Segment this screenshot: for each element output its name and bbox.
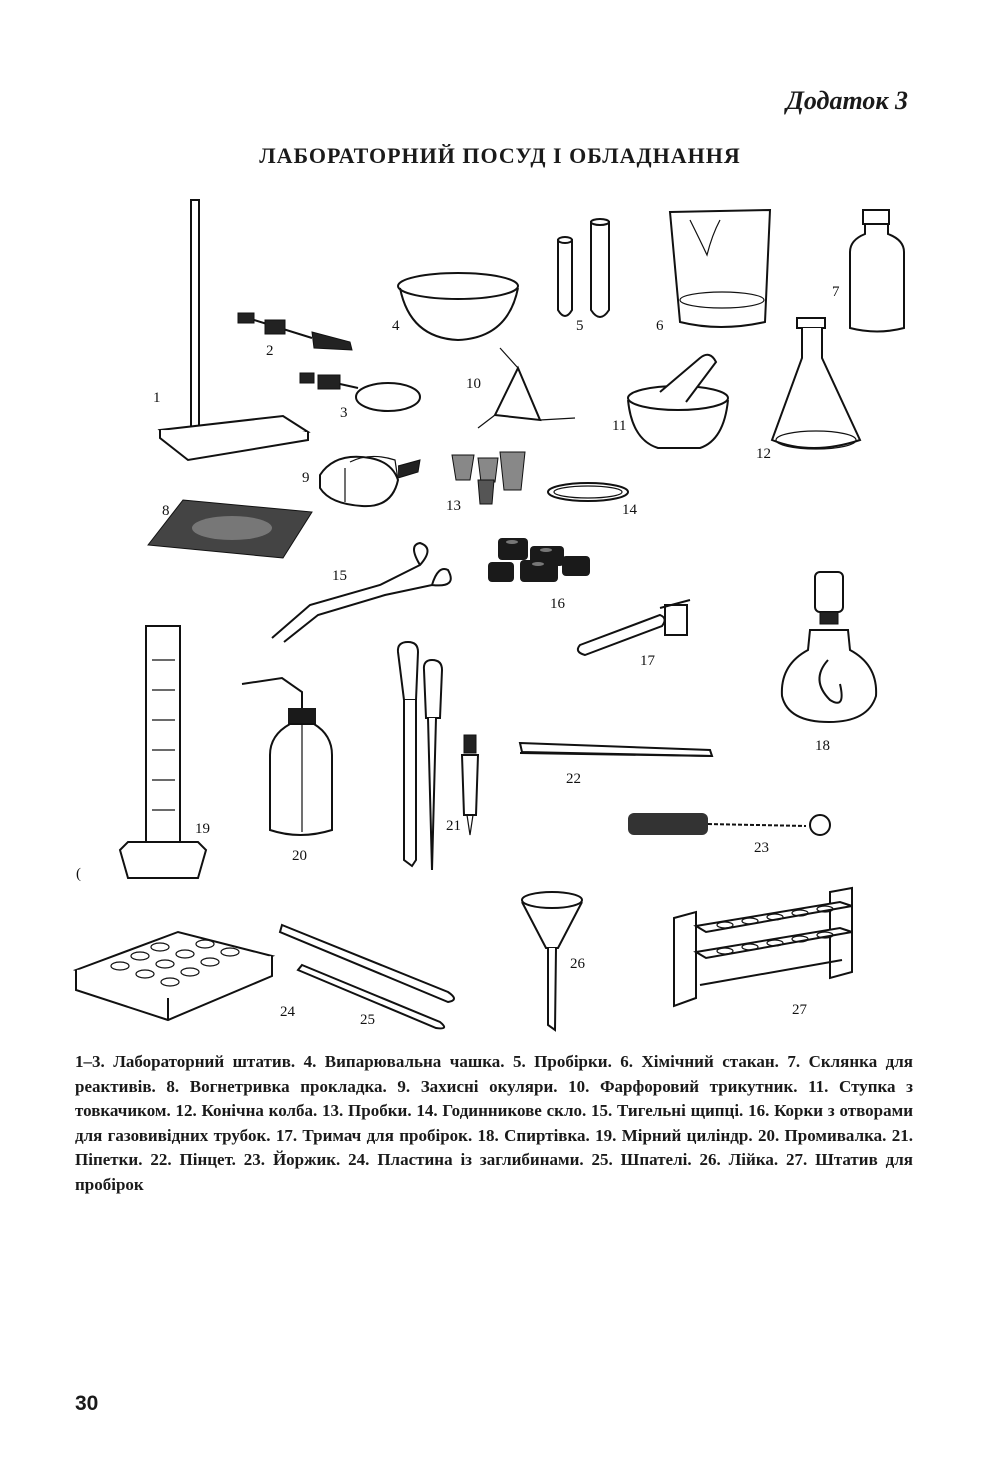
label-8: 8	[162, 503, 170, 519]
ring-clamp-3	[300, 373, 420, 411]
label-12: 12	[756, 446, 771, 462]
label-2: 2	[266, 343, 274, 359]
appendix-label: Додаток 3	[786, 86, 908, 115]
test-tube-brush	[628, 813, 830, 835]
watch-glass	[548, 483, 628, 501]
evaporating-dish	[398, 273, 518, 340]
clamp-2	[238, 313, 352, 350]
label-27: 27	[792, 1002, 807, 1018]
test-tubes	[558, 219, 609, 317]
beaker	[670, 210, 770, 327]
label-22: 22	[566, 771, 581, 787]
test-tube-rack	[674, 888, 852, 1006]
label-18: 18	[815, 738, 830, 754]
stray-mark: (	[76, 866, 81, 882]
label-16: 16	[550, 596, 565, 612]
stoppers	[452, 452, 525, 504]
label-4: 4	[392, 318, 400, 334]
pipettes	[398, 642, 478, 870]
wash-bottle	[242, 678, 332, 835]
label-17: 17	[640, 653, 655, 669]
tweezers	[520, 743, 712, 756]
reagent-bottle	[850, 210, 904, 332]
bored-corks	[488, 538, 590, 582]
label-25: 25	[360, 1012, 375, 1028]
label-19: 19	[195, 821, 210, 837]
label-10: 10	[466, 376, 481, 392]
label-24: 24	[280, 1004, 295, 1020]
label-5: 5	[576, 318, 584, 334]
test-tube-holder	[578, 600, 690, 655]
label-11: 11	[612, 418, 627, 434]
mortar-and-pestle	[628, 355, 728, 448]
label-23: 23	[754, 840, 769, 856]
safety-goggles	[320, 456, 420, 506]
wire-gauze	[148, 500, 312, 558]
label-6: 6	[656, 318, 664, 334]
pipe-clay-triangle	[478, 348, 575, 428]
label-7: 7	[832, 284, 840, 300]
label-15: 15	[332, 568, 347, 584]
figure-caption: 1–3. Лабораторний штатив. 4. Випарювальна чашка. 5. Пробірки. 6. Хімічний стакан. 7. Склянка для реактивів. 8. Вогнетривка прокладка. 9. Захисні окуляри. 10. Фарфоровий трикутник. 11. Ступка з товкачиком. 12. Конічна колба. 13. Пробки. 14. Годинникове скло. 15. Тигельні щипці. 16. Корки з отворами для газовивідних трубок. 17. Тримач для пробірок. 18. Спиртівка. 19. Мірний циліндр. 20. Промивалка. 21. Піпетки. 22. Пінцет. 23. Йоржик. 24. Пластина із заглибинами. 25. Шпателі. 26. Лійка. 27. Штатив для пробірок	[75, 1052, 913, 1194]
spirit-lamp	[782, 572, 876, 722]
label-26: 26	[570, 956, 585, 972]
graduated-cylinder	[120, 626, 206, 878]
page-title: ЛАБОРАТОРНИЙ ПОСУД І ОБЛАДНАННЯ	[259, 143, 741, 168]
label-3: 3	[340, 405, 348, 421]
spot-plate	[76, 932, 272, 1020]
conical-flask	[772, 318, 860, 449]
label-13: 13	[446, 498, 461, 514]
label-9: 9	[302, 470, 310, 486]
label-20: 20	[292, 848, 307, 864]
page-number: 30	[75, 1392, 99, 1415]
label-1: 1	[153, 390, 161, 406]
label-14: 14	[622, 502, 637, 518]
lab-equipment-illustration	[0, 190, 1000, 1040]
crucible-tongs	[272, 543, 451, 642]
label-21: 21	[446, 818, 461, 834]
